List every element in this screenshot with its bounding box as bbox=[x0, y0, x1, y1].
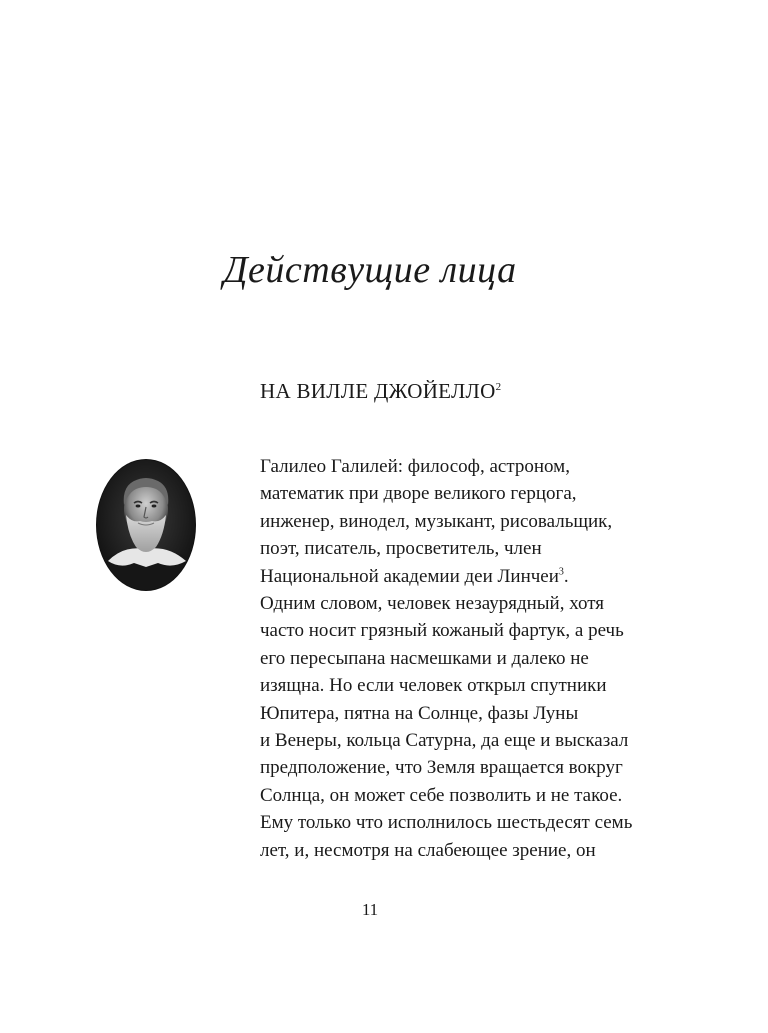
text-line: инженер, винодел, музыкант, рисовальщик, bbox=[260, 510, 613, 532]
text-line: лет, и, несмотря на слабеющее зрение, он bbox=[260, 839, 596, 861]
page-number: 11 bbox=[361, 900, 379, 919]
text-line-content: Национальной академии деи Линчеи bbox=[260, 565, 559, 587]
character-description bbox=[260, 453, 660, 864]
text-line: Юпитера, пятна на Солнце, фазы Луны bbox=[260, 702, 579, 724]
text-line: Ему только что исполнилось шестьдесят семь bbox=[260, 812, 633, 834]
footnote-mark: 3 bbox=[558, 566, 564, 578]
portrait-engraving-icon bbox=[94, 457, 198, 593]
text-line: математик при дворе великого герцога, bbox=[260, 483, 577, 505]
text-line bbox=[260, 563, 660, 590]
text-line: поэт, писатель, просветитель, член bbox=[260, 538, 542, 560]
section-heading-text: НА ВИЛЛЕ ДЖОЙЕЛЛО bbox=[260, 379, 496, 403]
text-line: Галилео Галилей: философ, астроном, bbox=[260, 456, 570, 477]
section-heading bbox=[260, 379, 501, 404]
text-line: предположение, что Земля вращается вокруг bbox=[260, 757, 623, 779]
page-title: Действущие лица bbox=[223, 249, 517, 291]
text-line: изящна. Но если человек открыл спутники bbox=[260, 675, 607, 697]
text-line: и Венеры, кольца Сатурна, да еще и высказал bbox=[260, 730, 629, 752]
text-line: часто носит грязный кожаный фартук, а речь bbox=[260, 620, 624, 642]
text-line: Одним словом, человек незаурядный, хотя bbox=[260, 593, 605, 615]
footnote-mark: 2 bbox=[495, 381, 502, 393]
text-line: Солнца, он может себе позволить и не такое. bbox=[260, 784, 623, 806]
text-line: его пересыпана насмешками и далеко не bbox=[260, 647, 589, 669]
text-line-punctuation: . bbox=[563, 565, 569, 587]
